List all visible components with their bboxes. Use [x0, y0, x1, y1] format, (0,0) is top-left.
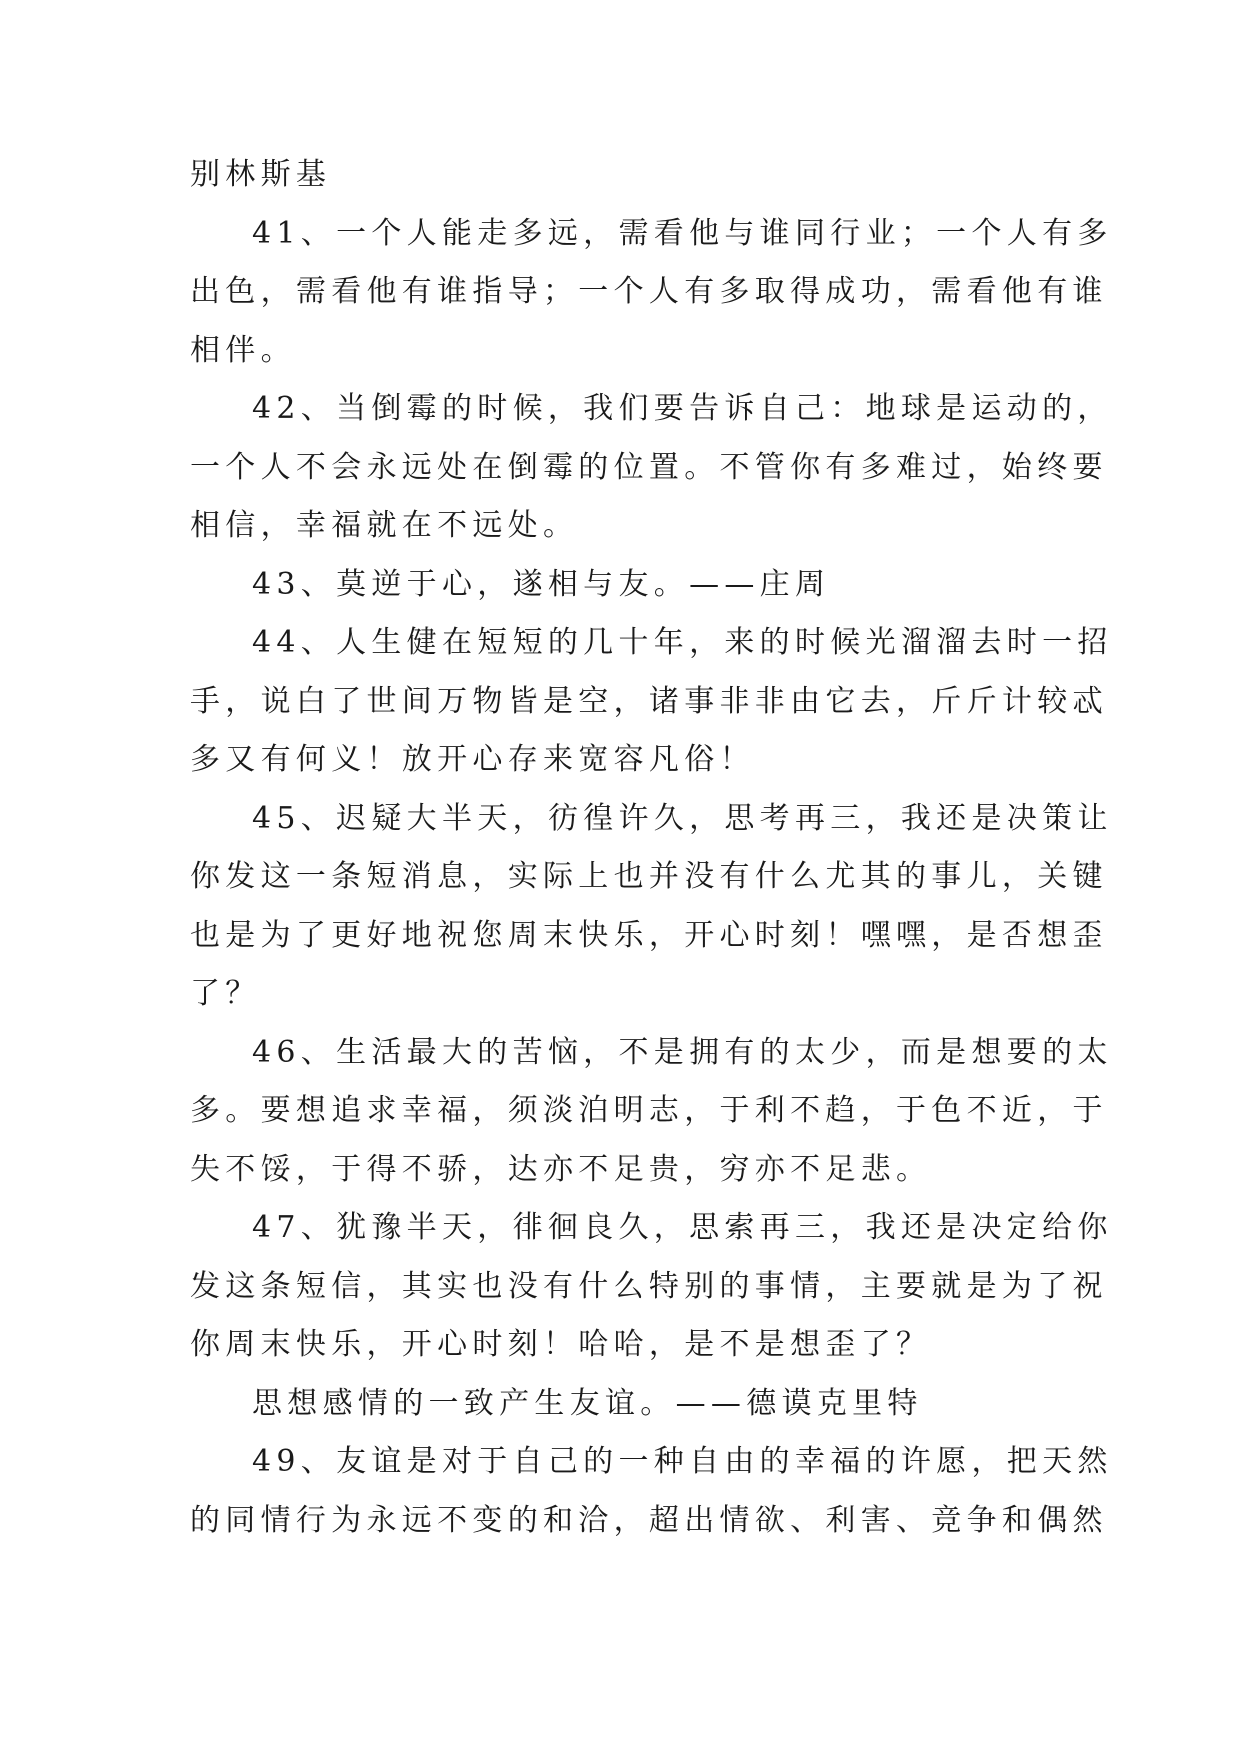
- text-line: 失不馁，于得不骄，达亦不足贵，穷亦不足悲。: [190, 1151, 932, 1187]
- text-line: 别林斯基: [190, 157, 332, 192]
- text-line: 44、人生健在短短的几十年，来的时候光溜溜去时一招: [252, 625, 1113, 660]
- text-line: 相信，幸福就在不远处。: [190, 508, 579, 543]
- text-line: 的同情行为永远不变的和洽，超出情欲、利害、竞争和偶然: [190, 1502, 1108, 1538]
- text-line: 你发这一条短消息，实际上也并没有什么尤其的事儿，关键: [190, 859, 1108, 894]
- text-line: 发这条短信，其实也没有什么特别的事情，主要就是为了祝: [190, 1268, 1108, 1304]
- text-line: 47、犹豫半天，徘徊良久，思索再三，我还是决定给你: [252, 1210, 1113, 1245]
- text-line: 41、一个人能走多远，需看他与谁同行业；一个人有多: [252, 215, 1113, 251]
- text-line: 49、友谊是对于自己的一种自由的幸福的许愿，把天然: [252, 1444, 1113, 1479]
- text-line: 手，说白了世间万物皆是空，诸事非非由它去，斤斤计较忒: [190, 683, 1108, 719]
- text-line: 一个人不会永远处在倒霉的位置。不管你有多难过，始终要: [190, 449, 1108, 485]
- text-line: 出色，需看他有谁指导；一个人有多取得成功，需看他有谁: [190, 274, 1108, 309]
- text-line: 多。要想追求幸福，须淡泊明志，于利不趋，于色不近，于: [190, 1093, 1108, 1128]
- text-line: 也是为了更好地祝您周末快乐，开心时刻！嘿嘿，是否想歪: [190, 917, 1108, 953]
- text-line: 了？: [190, 976, 261, 1011]
- text-line: 相伴。: [190, 332, 296, 368]
- text-line: 46、生活最大的苦恼，不是拥有的太少，而是想要的太: [252, 1034, 1113, 1070]
- text-line: 43、莫逆于心，遂相与友。——庄周: [252, 566, 831, 602]
- text-line: 45、迟疑大半天，彷徨许久，思考再三，我还是决策让: [252, 800, 1113, 836]
- text-line: 思想感情的一致产生友谊。——德谟克里特: [252, 1385, 923, 1421]
- text-line: 多又有何义！放开心存来宽容凡俗！: [190, 742, 755, 777]
- text-line: 你周末快乐，开心时刻！哈哈，是不是想歪了？: [190, 1327, 932, 1362]
- text-line: 42、当倒霉的时候，我们要告诉自己：地球是运动的，: [252, 391, 1113, 426]
- document-page: [190, 146, 1113, 1550]
